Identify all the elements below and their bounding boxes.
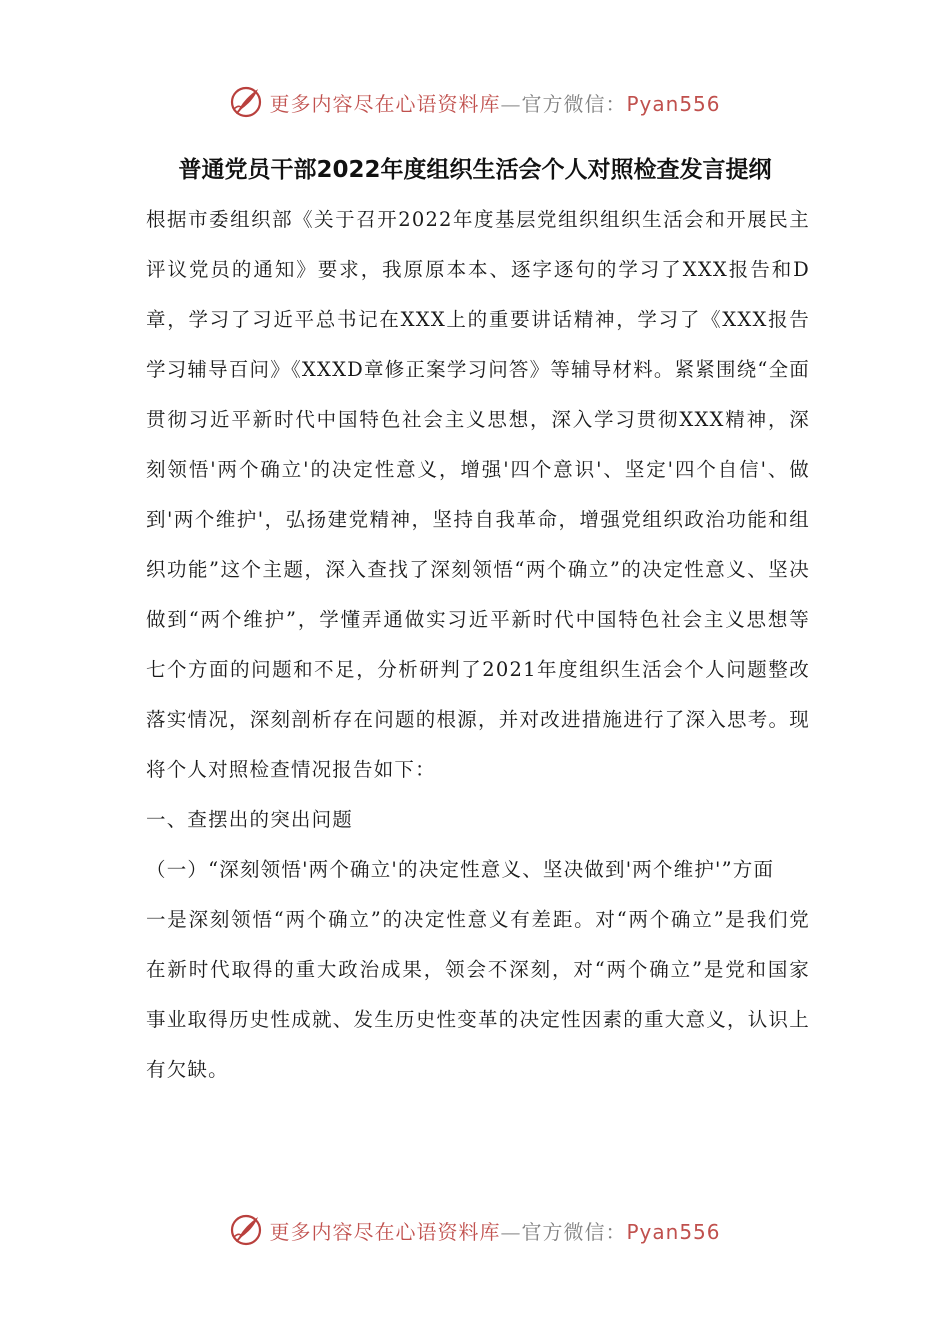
watermark-text xyxy=(269,1216,720,1245)
watermark-banner-top xyxy=(0,82,950,122)
intro-paragraph: 根据市委组织部《关于召开2022年度基层党组织组织生活会和开展民主评议党员的通知》要求，我原原本本、逐字逐句的学习了XXX报告和D章，学习了习近平总书记在XXX上的重要讲话精神，学习了《XXX报告学习辅导百问》《XXXD章修正案学习问答》等辅导材料。紧紧围绕“全面贯彻习近平新时代中国特色社会主义思想，深入学习贯彻XXX精神，深刻领悟'两个确立'的决定性意义，增强'四个意识'、坚定'四个自信'、做到'两个维护'，弘扬建党精神，坚持自我革命，增强党组织政治功能和组织功能”这个主题，深入查找了深刻领悟“两个确立”的决定性意义、坚决做到“两个维护”，学懂弄通做实习近平新时代中国特色社会主义思想等七个方面的问题和不足，分析研判了2021年度组织生活会个人问题整改落实情况，深刻剖析存在问题的根源，并对改进措施进行了深入思考。现将个人对照检查情况报告如下： xyxy=(146,208,810,781)
watermark-contact-label: 官方微信： xyxy=(521,91,627,116)
document-body xyxy=(146,195,810,1095)
watermark-banner-bottom xyxy=(0,1210,950,1250)
watermark-text xyxy=(269,88,720,117)
quill-logo-icon xyxy=(229,1213,263,1247)
section-heading: 一、查摆出的突出问题 xyxy=(146,808,354,831)
watermark-handle: Pyan556 xyxy=(626,91,721,116)
body-paragraph: 一是深刻领悟“两个确立”的决定性意义有差距。对“两个确立”是我们党在新时代取得的重大政治成果，领会不深刻，对“两个确立”是党和国家事业取得历史性成就、发生历史性变革的决定性因素的重大意义，认识上有欠缺。 xyxy=(146,908,810,1081)
quill-logo-icon xyxy=(229,85,263,119)
watermark-separator: — xyxy=(500,1219,522,1244)
watermark-handle: Pyan556 xyxy=(626,1219,721,1244)
watermark-brand: 更多内容尽在心语资料库 xyxy=(269,1219,501,1244)
document-title: 普通党员干部2022年度组织生活会个人对照检查发言提纲 xyxy=(178,157,772,183)
watermark-separator: — xyxy=(500,91,522,116)
watermark-contact-label: 官方微信： xyxy=(521,1219,627,1244)
watermark-brand: 更多内容尽在心语资料库 xyxy=(269,91,501,116)
subsection-heading: （一）“深刻领悟'两个确立'的决定性意义、坚决做到'两个维护'”方面 xyxy=(146,858,775,881)
